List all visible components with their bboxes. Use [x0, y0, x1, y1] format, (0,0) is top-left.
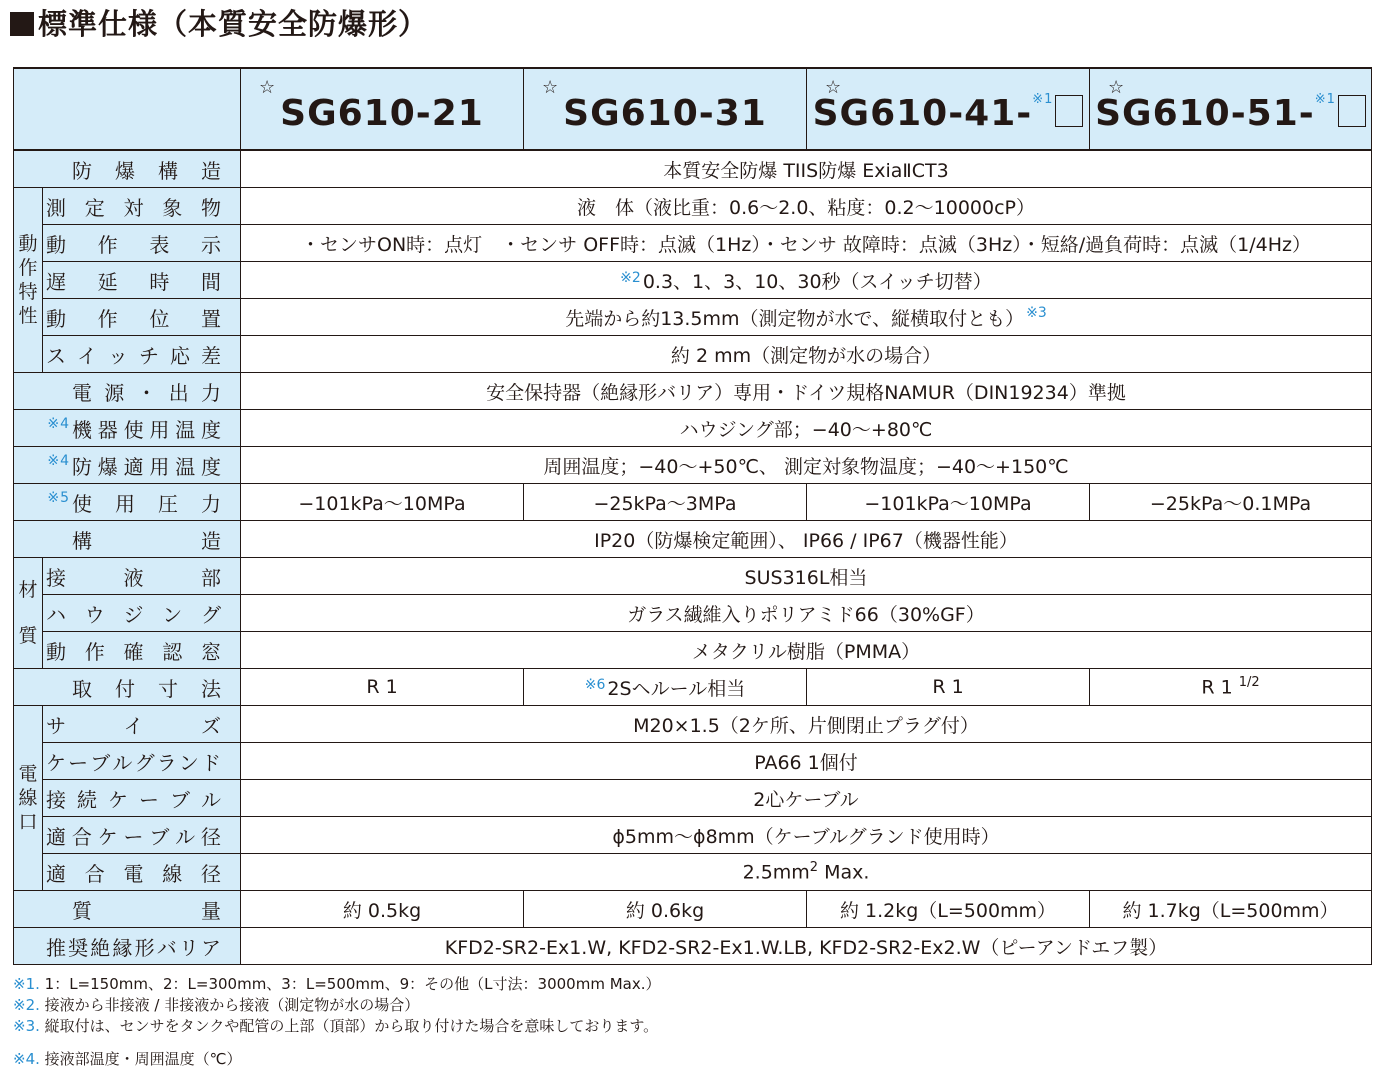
footnote: ※1. 1：L=150mm、2：L=300mm、3：L=500mm、9：その他（L寸法：3000mm Max.） — [13, 975, 661, 993]
footnotes — [13, 974, 660, 1070]
row-housing — [14, 595, 1372, 632]
row-value: 約 1.7kg（L=500mm） — [1090, 891, 1372, 928]
row-barrier — [14, 928, 1372, 965]
model-sg610-41: ☆ SG610-41-$^{※1}$ — [807, 68, 1090, 150]
square-bullet-icon — [10, 12, 34, 36]
row-label: 電 源 ・ 出 力 — [14, 373, 241, 410]
row-value: R 1 $^{1/2}$ — [1090, 669, 1372, 706]
row-label: ハ ウ ジ ン グ — [43, 595, 241, 632]
row-display — [14, 225, 1372, 262]
star-icon: ☆ — [1108, 77, 1126, 98]
row-temp-use — [14, 410, 1372, 447]
row-size — [14, 706, 1372, 743]
row-label: ス イ ッ チ 応 差 — [43, 336, 241, 373]
row-label: ケ ー ブ ル グ ラ ン ド — [43, 743, 241, 780]
row-cable-dia — [14, 817, 1372, 854]
row-label: 質 量 — [14, 891, 241, 928]
section-wire: 電 線 口 — [14, 706, 43, 891]
star-icon: ☆ — [542, 77, 560, 98]
row-value: −101kPa〜10MPa — [241, 484, 524, 521]
row-label: 構 造 — [14, 521, 241, 558]
row-mount — [14, 669, 1372, 706]
row-value: 先端から約13.5mm（測定物が水で、縦横取付とも） $^{※3}$ — [241, 299, 1372, 336]
row-label: 防 爆 構 造 — [14, 150, 241, 188]
row-value: SUS316L相当 — [241, 558, 1372, 595]
row-label: 遅 延 時 間 — [43, 262, 241, 299]
row-wire-dia — [14, 854, 1372, 891]
spec-table — [13, 67, 1372, 965]
row-label: 推 奨 絶 縁 形 バ リ ア — [14, 928, 241, 965]
row-target — [14, 188, 1372, 225]
row-value: ハウジング部；−40〜+80℃ — [241, 410, 1372, 447]
row-value: M20×1.5（2ケ所、片側閉止プラグ付） — [241, 706, 1372, 743]
option-box — [1055, 95, 1083, 127]
row-label: $^{※4}$ 防 爆 適 用 温 度 — [14, 447, 241, 484]
row-label: 取 付 寸 法 — [14, 669, 241, 706]
row-label: 動 作 位 置 — [43, 299, 241, 336]
row-label: サ イ ズ — [43, 706, 241, 743]
row-explosion — [14, 150, 1372, 188]
model-sg610-21: ☆ SG610-21 — [241, 68, 524, 150]
row-value: −25kPa〜0.1MPa — [1090, 484, 1372, 521]
row-value: −101kPa〜10MPa — [807, 484, 1090, 521]
row-value: 約 0.6kg — [524, 891, 807, 928]
row-label: 動 作 表 示 — [43, 225, 241, 262]
row-value: ガラス繊維入りポリアミド66（30%GF） — [241, 595, 1372, 632]
row-value: R 1 — [241, 669, 524, 706]
section-material: 材 質 — [14, 558, 43, 669]
row-power — [14, 373, 1372, 410]
option-box — [1338, 95, 1366, 127]
header-corner — [14, 68, 241, 150]
row-label: 適 合 ケ ー ブ ル 径 — [43, 817, 241, 854]
row-label: $^{※4}$ 機 器 使 用 温 度 — [14, 410, 241, 447]
row-label: 接 続 ケ ー ブ ル — [43, 780, 241, 817]
row-value: 約 0.5kg — [241, 891, 524, 928]
model-header-row — [14, 68, 1372, 150]
row-temp-ex — [14, 447, 1372, 484]
footnote: ※2. 接液から非接液 / 非接液から接液（測定物が水の場合） — [13, 996, 420, 1014]
row-value: −25kPa〜3MPa — [524, 484, 807, 521]
row-value: 液 体（液比重：0.6〜2.0、粘度：0.2〜10000cP） — [241, 188, 1372, 225]
star-icon: ☆ — [259, 77, 277, 98]
footnote: ※3. 縦取付は、センサをタンクや配管の上部（頂部）から取り付けた場合を意味しております。 — [13, 1017, 659, 1035]
row-value: IP20（防爆検定範囲）、 IP66 / IP67（機器性能） — [241, 521, 1372, 558]
row-mass — [14, 891, 1372, 928]
row-structure — [14, 521, 1372, 558]
row-hysteresis — [14, 336, 1372, 373]
row-label: 適 合 電 線 径 — [43, 854, 241, 891]
row-value: $^{※2}$ 0.3、1、3、10、30秒（スイッチ切替） — [241, 262, 1372, 299]
row-value: KFD2-SR2-Ex1.W, KFD2-SR2-Ex1.W.LB, KFD2-SR2-Ex2.W（ピーアンドエフ製） — [241, 928, 1372, 965]
row-value: $2.5mm^2$ Max. — [241, 854, 1372, 891]
row-value: ϕ5mm〜ϕ8mm（ケーブルグランド使用時） — [241, 817, 1372, 854]
footnote: ※4. 接液部温度・周囲温度（℃） — [13, 1050, 242, 1068]
row-value: 本質安全防爆 TIIS防爆 ExiaⅡCT3 — [241, 150, 1372, 188]
row-delay — [14, 262, 1372, 299]
row-window — [14, 632, 1372, 669]
row-gland — [14, 743, 1372, 780]
row-label: 動 作 確 認 窓 — [43, 632, 241, 669]
row-value: PA66 1個付 — [241, 743, 1372, 780]
section-operation: 動 作 特 性 — [14, 188, 43, 373]
row-value: 周囲温度；−40〜+50℃、 測定対象物温度；−40〜+150℃ — [241, 447, 1372, 484]
row-position — [14, 299, 1372, 336]
row-label: $^{※5}$ 使 用 圧 力 — [14, 484, 241, 521]
star-icon: ☆ — [825, 77, 843, 98]
row-pressure — [14, 484, 1372, 521]
model-sg610-31: ☆ SG610-31 — [524, 68, 807, 150]
row-value: 2心ケーブル — [241, 780, 1372, 817]
model-sg610-51: ☆ SG610-51-$^{※1}$ — [1090, 68, 1372, 150]
row-value: メタクリル樹脂（PMMA） — [241, 632, 1372, 669]
row-label: 接 液 部 — [43, 558, 241, 595]
row-value: $^{※6}$ 2Sヘルール相当 — [524, 669, 807, 706]
row-value: ・センサON時：点灯 ・センサ OFF時：点滅（1Hz）・センサ 故障時：点滅（3Hz）・短絡/過負荷時：点滅（1/4Hz） — [241, 225, 1372, 262]
row-wetted — [14, 558, 1372, 595]
row-label: 測 定 対 象 物 — [43, 188, 241, 225]
row-value: 約 2 mm（測定物が水の場合） — [241, 336, 1372, 373]
row-value: 安全保持器（絶縁形バリア）専用・ドイツ規格NAMUR（DIN19234）準拠 — [241, 373, 1372, 410]
row-value: 約 1.2kg（L=500mm） — [807, 891, 1090, 928]
row-cable — [14, 780, 1372, 817]
page-title: 標準仕様（本質安全防爆形） — [10, 4, 428, 44]
row-value: R 1 — [807, 669, 1090, 706]
